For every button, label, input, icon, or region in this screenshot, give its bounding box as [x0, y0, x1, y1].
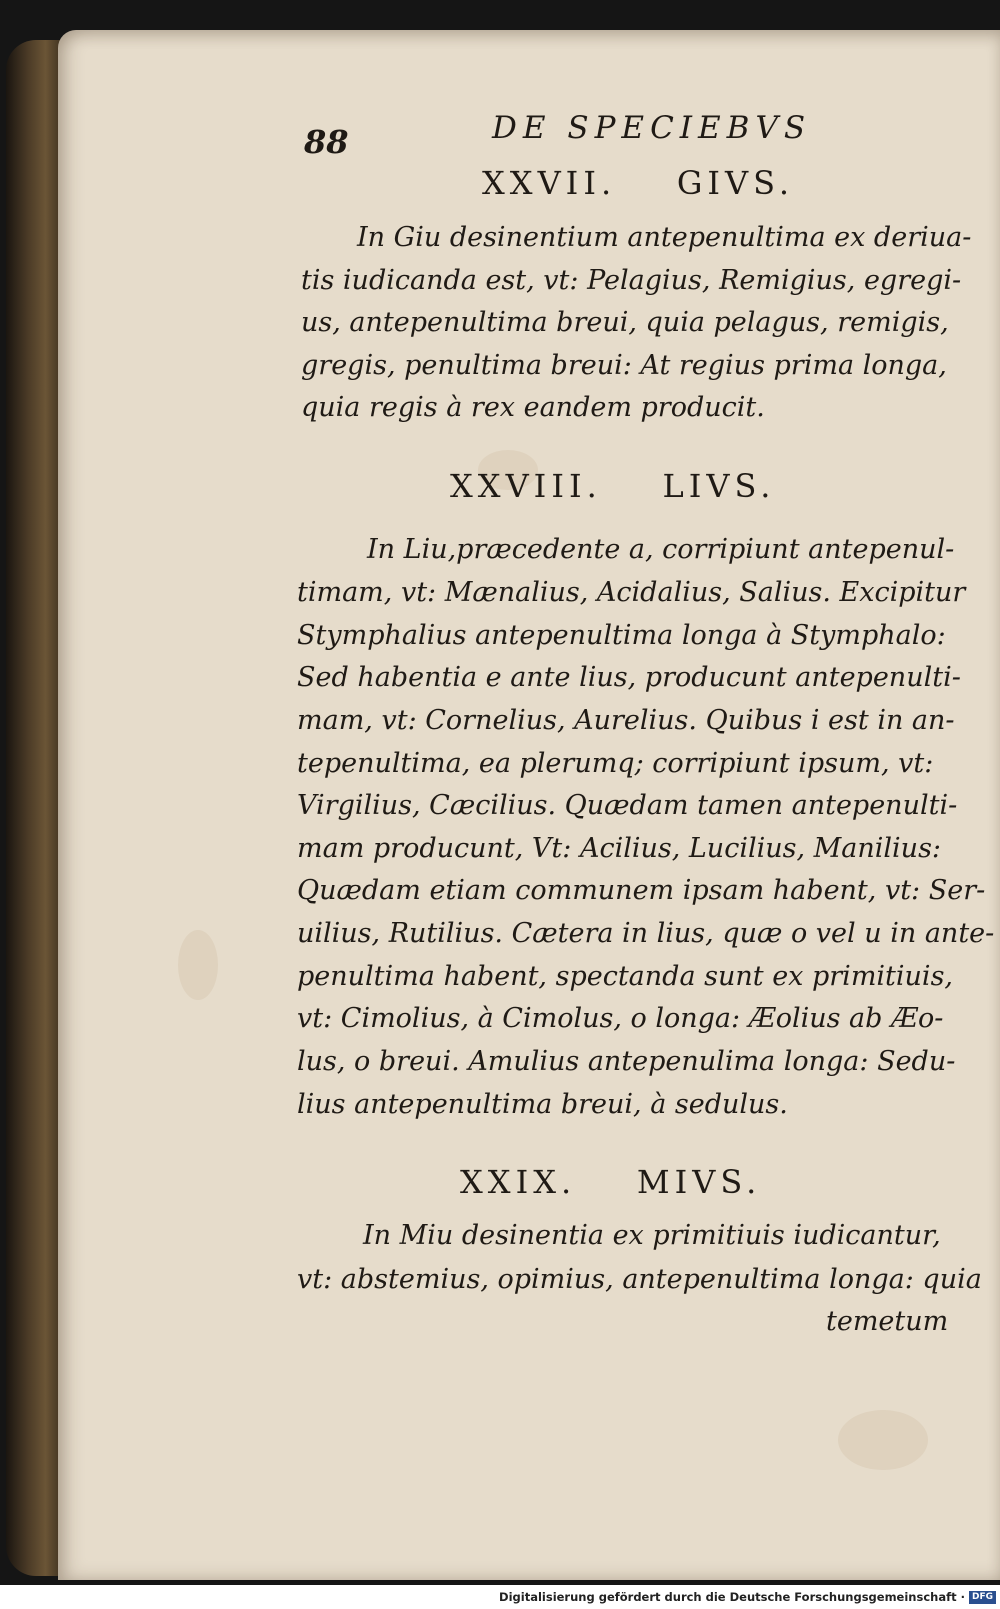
text-line: us, antepenultima breui, quia pelagus, remigis, [301, 307, 949, 338]
text-line: lius antepenultima breui, à sedulus. [297, 1089, 788, 1120]
text-line: gregis, penultima breui: At regius prima longa, [301, 350, 947, 381]
running-title: DE SPECIEBVS [492, 110, 812, 146]
text-line: mam, vt: Cornelius, Aurelius. Quibus i est in an- [297, 705, 955, 736]
text-line: Sed habentia e ante lius, producunt antepenulti- [297, 662, 961, 693]
section-heading: XXIX. MIVS. [460, 1163, 762, 1201]
text-line: quia regis à rex eandem producit. [301, 392, 765, 423]
text-line: In Giu desinentium antepenultima ex deriua- [357, 222, 972, 253]
book-page [58, 30, 1000, 1580]
page-number: 88 [304, 123, 349, 161]
text-line: mam producunt, Vt: Acilius, Lucilius, Manilius: [297, 833, 942, 864]
text-line: vt: Cimolius, à Cimolus, o longa: Æolius ab Æo- [297, 1003, 944, 1034]
text-line: tis iudicanda est, vt: Pelagius, Remigius, egregi- [301, 265, 962, 296]
text-line: Stymphalius antepenultima longa à Stymphalo: [297, 620, 946, 651]
text-line: timam, vt: Mænalius, Acidalius, Salius. Excipitur [297, 577, 966, 608]
dfg-logo: DFG [969, 1591, 996, 1604]
text-line: Quædam etiam communem ipsam habent, vt: Ser- [297, 875, 986, 906]
text-line: uilius, Rutilius. Cætera in lius, quæ o vel u in ante- [297, 918, 995, 949]
text-line: Virgilius, Cæcilius. Quædam tamen antepenulti- [297, 790, 958, 821]
text-line: lus, o breui. Amulius antepenulima longa: Sedu- [297, 1046, 956, 1077]
text-line: In Liu,præcedente a, corripiunt antepenul- [367, 534, 955, 565]
text-line: vt: abstemius, opimius, antepenultima longa: quia [297, 1264, 982, 1295]
digitization-credit [499, 1585, 1000, 1609]
text-line: penultima habent, spectanda sunt ex primitiuis, [297, 961, 954, 992]
catchword: temetum [826, 1306, 949, 1337]
credit-text: Digitalisierung gefördert durch die Deutsche Forschungsgemeinschaft · [499, 1590, 965, 1604]
section-heading: XXVIII. LIVS. [450, 467, 776, 505]
text-line: In Miu desinentia ex primitiuis iudicantur, [363, 1220, 941, 1251]
text-line: tepenultima, ea plerumq; corripiunt ipsum, vt: [297, 748, 934, 779]
section-heading: XXVII. GIVS. [482, 164, 795, 202]
